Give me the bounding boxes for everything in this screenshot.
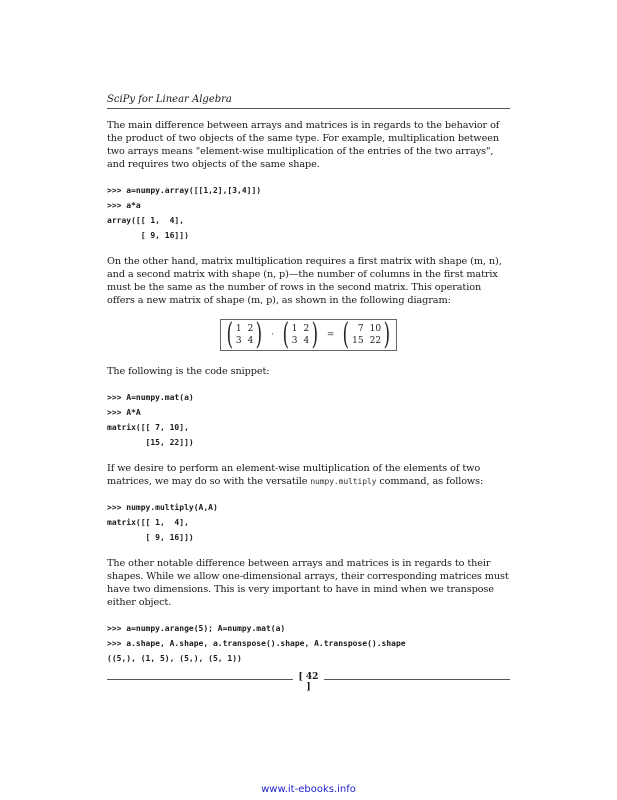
diagram-frame (220, 319, 397, 351)
matrix-b-cell: 2 (303, 324, 310, 334)
matrix-a-cell: 3 (235, 336, 242, 346)
paragraph-matrix-multiplication: On the other hand, matrix multiplication requires a first matrix with shape (m, n), and a second matrix with shape (n, p)—the number of columns in the first matrix must be the same as the number of rows in the second matrix. This operation offers a new matrix of shape (m, p), as shown in the following diagram: (107, 256, 502, 306)
page-number: [ 42 ] (298, 672, 319, 692)
result-cell: 7 (357, 324, 364, 334)
matrix-b-cell: 3 (291, 336, 298, 346)
left-paren-icon: ( (343, 317, 350, 352)
right-paren-icon: ) (311, 317, 319, 352)
paragraph-elementwise-tail: command, as follows: (379, 476, 484, 487)
code-block-matrix-multiplication: >>> A=numpy.mat(a) >>> A*A matrix([[ 7, 10], [15, 22]]) (107, 393, 194, 447)
paragraph-elementwise-text: If we desire to perform an element-wise multiplication of the elements of two matrices, we may do so with the versatile (107, 463, 481, 487)
footer-rule-right (324, 679, 510, 680)
result-matrix (340, 317, 392, 352)
result-cell: 10 (369, 324, 382, 334)
equals-operator: = (326, 330, 335, 340)
result-cell: 15 (352, 336, 364, 346)
matrix-a-cell: 2 (247, 324, 254, 334)
code-block-shapes: >>> a=numpy.arange(5); A=numpy.mat(a) >>> a.shape, A.shape, a.transpose().shape, A.transpose().shape ((5,), (1, 5), (5,), (5, 1)) (107, 624, 406, 663)
code-block-numpy-multiply: >>> numpy.multiply(A,A) matrix([[ 1, 4], [ 9, 16]]) (107, 503, 218, 542)
paragraph-arrays-vs-matrices: The main difference between arrays and matrices is in regards to the behavior of the product of two objects of the same type. For example, multiplication between two arrays means "element-wise multiplication of the entries of the two arrays", and requires two objects of the same shape. (107, 120, 500, 170)
matrix-b (280, 317, 321, 352)
right-paren-icon: ) (256, 317, 263, 352)
running-header-title: SciPy for Linear Algebra (107, 94, 232, 105)
matrix-b-cell: 1 (291, 324, 298, 334)
result-cell: 22 (369, 336, 382, 346)
running-header (107, 94, 510, 109)
multiply-operator: · (271, 330, 274, 340)
website-link[interactable]: www.it-ebooks.info (261, 784, 356, 795)
right-paren-icon: ) (383, 317, 391, 352)
left-paren-icon: ( (226, 317, 234, 352)
matrix-a (224, 317, 265, 352)
left-paren-icon: ( (282, 317, 290, 352)
paragraph-elementwise (107, 462, 510, 488)
matrix-a-cell: 1 (235, 324, 242, 334)
matrix-a-cell: 4 (247, 336, 254, 346)
page-content (107, 119, 510, 678)
paragraph-shapes: The other notable difference between arrays and matrices is in regards to their shapes. While we allow one-dimensional arrays, their corresponding matrices must have two dimensions. This is very important to have in mind when we transpose either object. (107, 558, 509, 608)
inline-code-numpy-multiply: numpy.multiply (310, 477, 377, 486)
code-block-array-multiplication: >>> a=numpy.array([[1,2],[3,4]]) >>> a*a array([[ 1, 4], [ 9, 16]]) (107, 186, 262, 240)
paragraph-code-snippet-intro: The following is the code snippet: (107, 366, 270, 377)
footer-rule-left (107, 679, 293, 680)
matrix-multiplication-diagram (107, 319, 510, 351)
matrix-b-cell: 4 (303, 336, 310, 346)
